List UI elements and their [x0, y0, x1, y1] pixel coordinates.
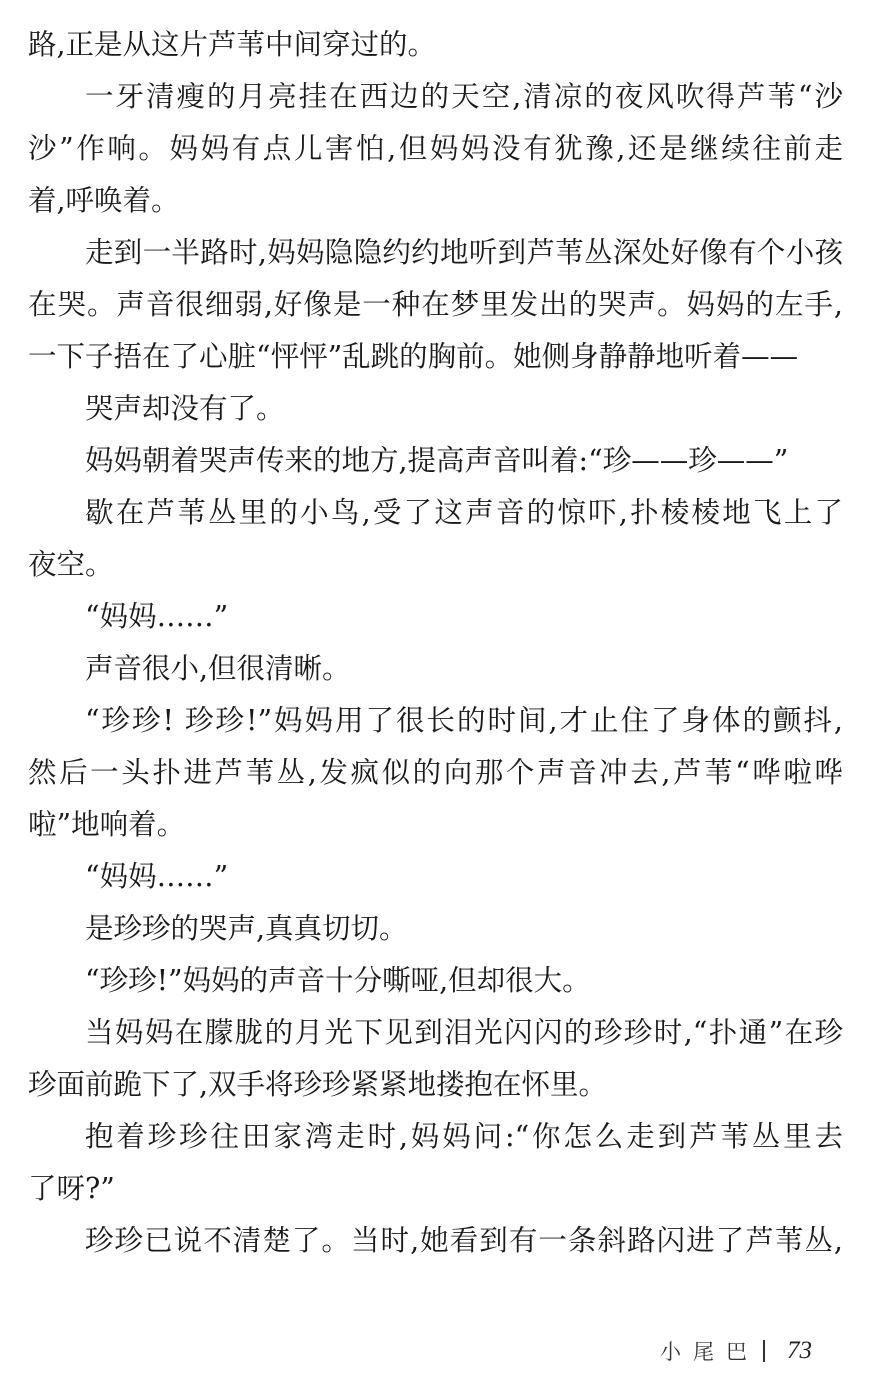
footer-divider	[763, 1340, 765, 1362]
text-line: 沙”作响。妈妈有点儿害怕,但妈妈没有犹豫,还是继续往前走	[28, 132, 843, 165]
text-line: 了呀?”	[28, 1172, 115, 1205]
text-line: “珍珍! 珍珍!”妈妈用了很长的时间,才止住了身体的颤抖,	[85, 704, 843, 737]
page-footer	[660, 1333, 812, 1369]
text-line: 珍面前跪下了,双手将珍珍紧紧地搂抱在怀里。	[28, 1068, 608, 1101]
running-title: 小尾巴	[660, 1340, 759, 1364]
text-line: 一牙清瘦的月亮挂在西边的天空,清凉的夜风吹得芦苇“沙	[85, 80, 843, 113]
text-line: 歇在芦苇丛里的小鸟,受了这声音的惊吓,扑棱棱地飞上了	[85, 496, 843, 529]
text-line: “妈妈……”	[85, 860, 229, 893]
text-line: 路,正是从这片芦苇中间穿过的。	[28, 28, 437, 61]
text-line: 在哭。声音很细弱,好像是一种在梦里发出的哭声。妈妈的左手,	[28, 288, 843, 321]
text-line: 走到一半路时,妈妈隐隐约约地听到芦苇丛深处好像有个小孩	[85, 236, 843, 269]
text-line: 抱着珍珍往田家湾走时,妈妈问:“你怎么走到芦苇丛里去	[85, 1120, 843, 1153]
text-line: “珍珍!”妈妈的声音十分嘶哑,但却很大。	[85, 964, 591, 997]
text-line: 当妈妈在朦胧的月光下见到泪光闪闪的珍珍时,“扑通”在珍	[85, 1016, 843, 1049]
text-line: 夜空。	[28, 548, 114, 581]
text-line: 哭声却没有了。	[85, 392, 285, 425]
page-number: 73	[787, 1337, 812, 1364]
text-line: 是珍珍的哭声,真真切切。	[85, 912, 408, 945]
text-line: 珍珍已说不清楚了。当时,她看到有一条斜路闪进了芦苇丛,	[85, 1224, 843, 1257]
body-text	[28, 19, 843, 1267]
text-line: “妈妈……”	[85, 600, 229, 633]
text-line: 一下子捂在了心脏“怦怦”乱跳的胸前。她侧身静静地听着——	[28, 340, 799, 373]
text-line: 妈妈朝着哭声传来的地方,提高声音叫着:“珍——珍——”	[85, 444, 789, 477]
text-line: 然后一头扑进芦苇丛,发疯似的向那个声音冲去,芦苇“哗啦哗	[28, 756, 843, 789]
text-line: 声音很小,但很清晰。	[85, 652, 351, 685]
text-line: 着,呼唤着。	[28, 184, 180, 217]
text-line: 啦”地响着。	[28, 808, 186, 841]
